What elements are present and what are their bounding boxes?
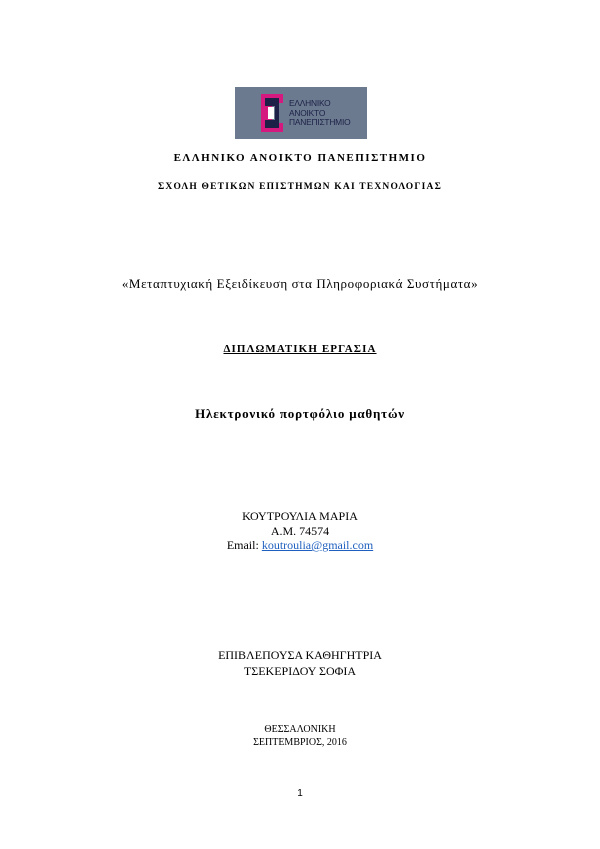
email-link[interactable]: koutroulia@gmail.com	[261, 538, 374, 552]
logo-line-3: ΠΑΝΕΠΙΣΤΗΜΙΟ	[289, 117, 351, 128]
logo-line-2: ΑΝΟΙΚΤΟ	[289, 107, 326, 118]
thesis-title: Ηλεκτρονικό πορτφόλιο μαθητών	[195, 406, 405, 421]
supervisor-role: ΕΠΙΒΛΕΠΟΥΣΑ ΚΑΘΗΓΗΤΡΙΑ	[218, 648, 382, 662]
logo-text	[289, 99, 350, 128]
program-title: «Μεταπτυχιακή Εξειδίκευση στα Πληροφοριακά Συστήματα»	[121, 276, 479, 291]
logo-line-1: ΕΛΛΗΝΙΚΟ	[289, 98, 331, 108]
supervisor-name: ΤΣΕΚΕΡΙΔΟΥ ΣΟΦΙΑ	[243, 664, 357, 678]
email-label: Email:	[226, 538, 262, 552]
page-number: 1	[297, 788, 303, 799]
thesis-type	[0, 343, 600, 355]
author-registration-number: Α.Μ. 74574	[270, 524, 330, 538]
school-name: ΣΧΟΛΗ ΘΕΤΙΚΩΝ ΕΠΙΣΤΗΜΩΝ ΚΑΙ ΤΕΧΝΟΛΟΓΙΑΣ	[158, 182, 442, 192]
university-name: ΕΛΛΗΝΙΚΟ ΑΝΟΙΚΤΟ ΠΑΝΕΠΙΣΤΗΜΙΟ	[173, 152, 427, 164]
author-email-line	[0, 538, 600, 553]
date: ΣΕΠΤΕΜΒΡΙΟΣ, 2016	[253, 737, 347, 748]
university-logo	[235, 87, 367, 139]
city: ΘΕΣΣΑΛΟΝΙΚΗ	[264, 724, 336, 735]
thesis-type-label: ΔΙΠΛΩΜΑΤΙΚΗ ΕΡΓΑΣΙΑ	[223, 343, 377, 355]
author-name: ΚΟΥΤΡΟΥΛΙΑ ΜΑΡΙΑ	[242, 509, 358, 523]
